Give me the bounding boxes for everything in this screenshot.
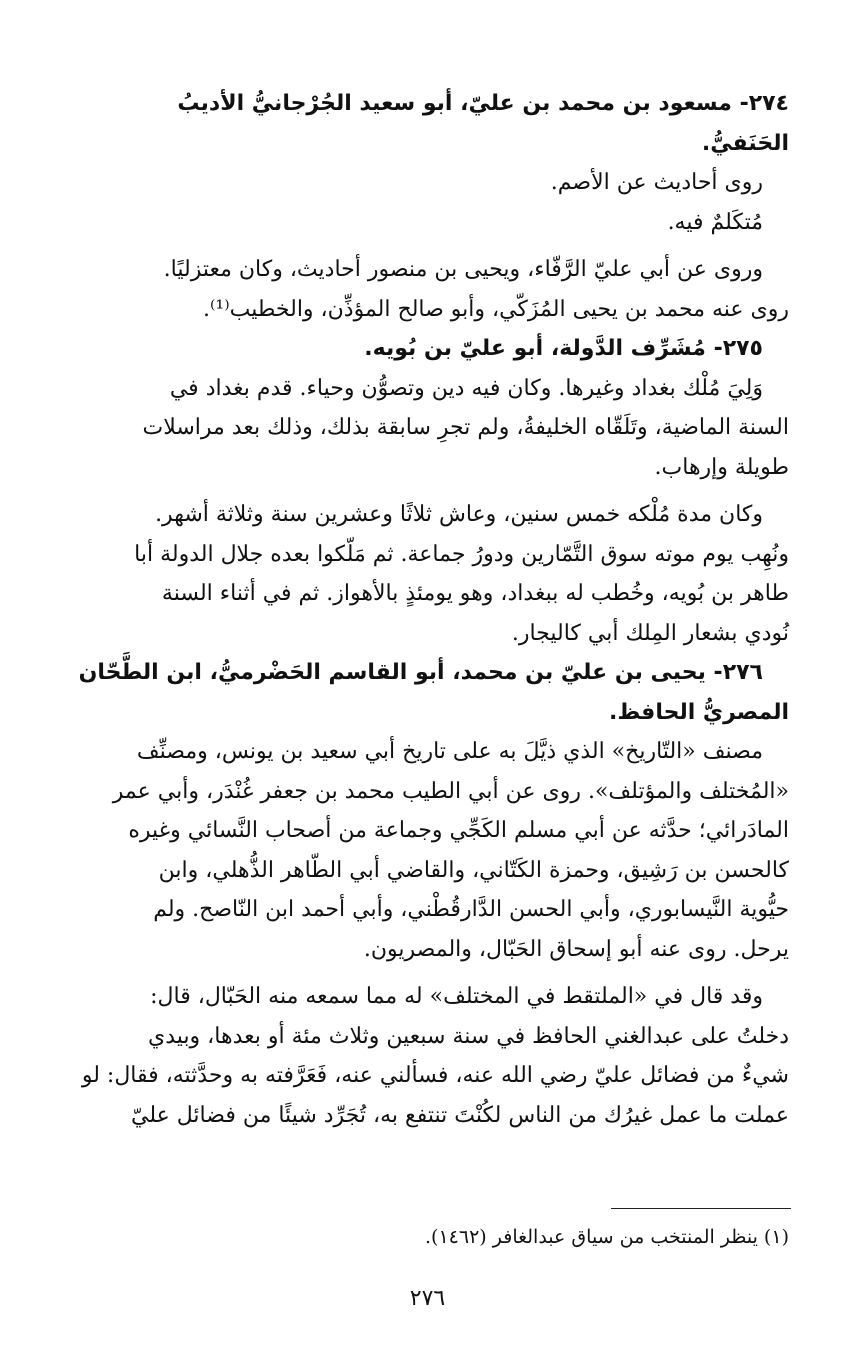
entry-274 [61, 84, 789, 329]
entry-heading: ٢٧٤- مسعود بن محمد بن عليّ، أبو سعيد الجُرْجانيُّ الأديبُ [177, 91, 789, 116]
entry-heading: المصريُّ الحافظ. [609, 699, 789, 725]
text-line: روى عنه محمد بن يحيى المُزَكّي، وأبو صالح المؤذِّن، والخطيب⁽¹⁾. [202, 296, 789, 322]
text-line: روى أحاديث عن الأصم. [550, 170, 763, 195]
text-line: وَلِيَ مُلْك بغداد وغيرها. وكان فيه دين وتصوُّن وحياء. قدم بغداد في [169, 375, 763, 401]
footnote-separator [611, 1208, 791, 1209]
text-line: حيُّوية النَّيسابوري، وأبي الحسن الدَّارقُطْني، وأبي أحمد ابن النّاصح. ولم [153, 897, 789, 922]
footnote: (١) ينظر المنتخب من سياق عبدالغافر (١٤٦٢). [425, 1226, 789, 1248]
entry-275 [61, 329, 789, 653]
entry-heading: ٢٧٦- يحيى بن عليّ بن محمد، أبو القاسم الحَضْرميُّ، ابن الطَّحّان [78, 660, 763, 685]
text-line: وكان مدة مُلْكه خمس سنين، وعاش ثلاثًا وعشرين سنة وثلاثة أشهر. [155, 502, 763, 527]
entry-276 [61, 653, 789, 1135]
text-line: مُتكَلمٌ فيه. [667, 209, 763, 235]
text-line: كالحسن بن رَشِيق، وحمزة الكَتّاني، والقاضي أبي الطّاهر الذُّهلي، وابن [158, 857, 789, 883]
text-line: يرحل. روى عنه أبو إسحاق الحَبّال، والمصريون. [363, 936, 789, 962]
text-line: وروى عن أبي عليّ الرَّفّاء، ويحيى بن منصور أحاديث، وكان معتزليًا. [163, 257, 763, 282]
text-line: السنة الماضية، وتَلَقّاه الخليفةُ، ولم تجرِ سابقة بذلك، وذلك بعد مراسلات [142, 415, 789, 440]
text-line: طويلة وإرهاب. [654, 454, 789, 480]
entry-heading: ٢٧٥- مُشَرِّف الدَّولة، أبو عليّ بن بُويه. [364, 336, 763, 361]
text-line: ونُهِب يوم موته سوق التَّمّارين ودورُ جماعة. ثم مَلّكوا بعده جلال الدولة أبا [134, 541, 789, 567]
text-line: مصنف «التّاريخ» الذي ذيَّلَ به على تاريخ أبي سعيد بن يونس، ومصنِّف [136, 739, 763, 764]
text-line: «المُختلف والمؤتلف». روى عن أبي الطيب محمد بن جعفر غُنْدَر، وأبي عمر [112, 778, 789, 804]
text-line: عملت ما عمل غيرُك من الناس لكُنْتَ تنتفع به، تُجَرِّد شيئًا من فضائل عليّ [131, 1102, 789, 1128]
text-line: المادَرائي؛ حدَّثه عن أبي مسلم الكَجِّي وجماعة من أصحاب النَّسائي وغيره [128, 818, 789, 843]
text-line: طاهر بن بُويه، وخُطب له ببغداد، وهو يومئذٍ بالأهواز. ثم في أثناء السنة [161, 581, 789, 606]
page-number: ٢٧٦ [409, 1286, 446, 1311]
text-line: نُودي بشعار المِلك أبي كاليجار. [511, 620, 789, 646]
page-body [61, 84, 789, 1135]
text-line: شيءٌ من فضائل عليّ رضي الله عنه، فسألني عنه، فَعَرَّفته به وحدَّثته، فقال: لو [81, 1063, 789, 1088]
text-line: وقد قال في «الملتقط في المختلف» له مما سمعه منه الحَبّال، قال: [150, 984, 763, 1009]
entry-heading: الحَنَفيُّ. [701, 130, 789, 156]
text-line: دخلتُ على عبدالغني الحافظ في سنة سبعين وثلاث مئة أو بعدها، وبيدي [148, 1023, 789, 1049]
